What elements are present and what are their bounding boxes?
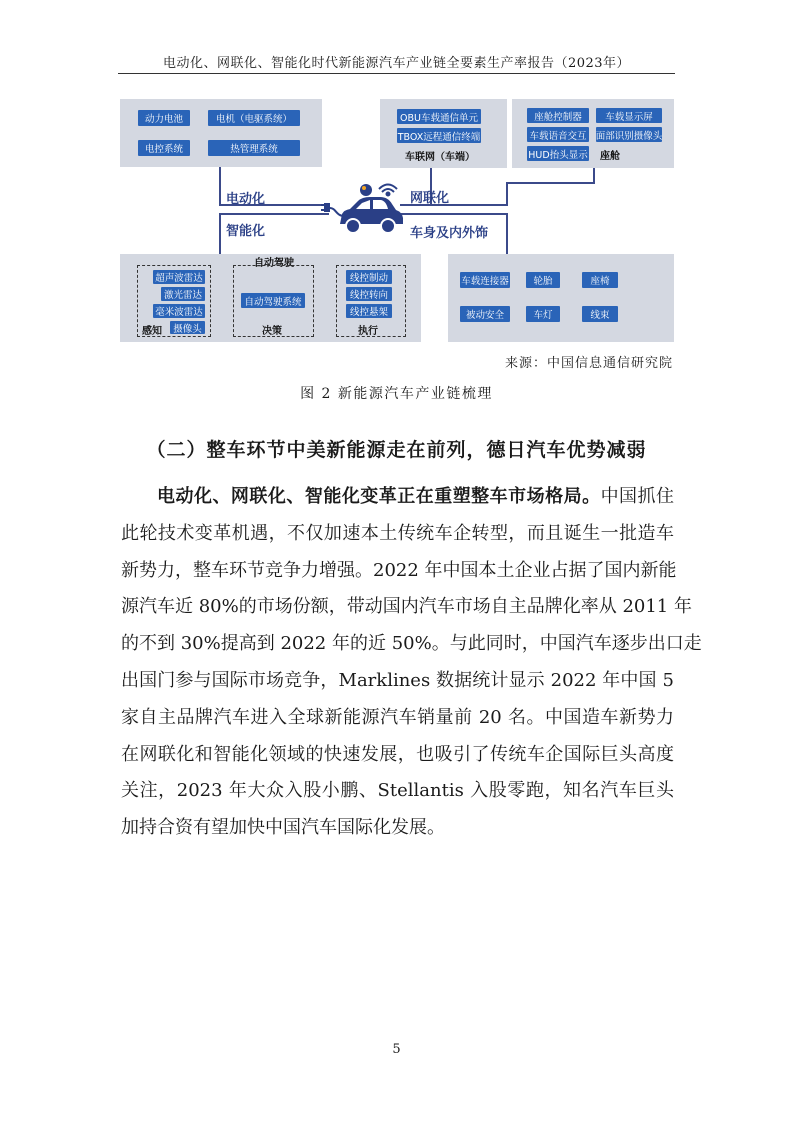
diagram-box: 线控制动 — [346, 270, 392, 284]
diagram-box: 动力电池 — [138, 110, 190, 126]
electrification-panel — [120, 99, 322, 167]
diagram-box: TBOX远程通信终端 — [397, 128, 481, 143]
diagram-box: 座舱控制器 — [527, 108, 589, 123]
connector — [506, 182, 508, 206]
connector — [219, 213, 221, 254]
paragraph-line: 在网联化和智能化领域的快速发展，也吸引了传统车企国际巨头高度 — [121, 743, 674, 765]
paragraph-line: 家自主品牌汽车进入全球新能源汽车销量前 20 名。中国造车新势力 — [121, 706, 674, 728]
plug-icon — [321, 203, 344, 216]
industry-chain-diagram — [0, 0, 793, 360]
cockpit-panel — [512, 99, 674, 168]
diagram-box: OBU车载通信单元 — [397, 109, 481, 124]
paragraph-line: 新势力，整车环节竞争力增强。2022 年中国本土企业占据了国内新能 — [121, 559, 677, 581]
paragraph-line: 关注，2023 年大众入股小鹏、Stellantis 入股零跑，知名汽车巨头 — [121, 780, 674, 802]
car-icon — [318, 182, 408, 240]
diagram-box: 车载连接器 — [460, 272, 510, 288]
paragraph-line: 源汽车近 80%的市场份额，带动国内汽车市场自主品牌化率从 2011 年 — [121, 596, 692, 618]
paragraph-lead: 电动化、网联化、智能化变革正在重塑整车市场格局。 — [157, 486, 601, 507]
diagram-box: 车载语音交互 — [527, 127, 589, 142]
paragraph-text: 中国抓住 — [600, 486, 675, 507]
paragraph-line: 出国门参与国际市场竞争，Marklines 数据统计显示 2022 年中国 5 — [121, 669, 674, 691]
group-label: 执行 — [358, 326, 378, 337]
section-title: （二）整车环节中美新能源走在前列，德日汽车优势减弱 — [146, 439, 647, 461]
diagram-box: 轮胎 — [526, 272, 560, 288]
person-icon — [360, 184, 372, 196]
diagram-box: 车载显示屏 — [596, 108, 662, 123]
connector — [400, 213, 508, 215]
paragraph-line: 的不到 30%提高到 2022 年的近 50%。与此同时，中国汽车逐步出口走 — [121, 633, 702, 655]
diagram-box: 摄像头 — [170, 321, 205, 334]
diagram-box: 毫米波雷达 — [153, 304, 205, 318]
hub-label-electrification: 电动化 — [226, 192, 266, 207]
body-panel — [448, 254, 674, 342]
diagram-box: 线控悬架 — [346, 304, 392, 318]
diagram-box: 被动安全 — [460, 306, 510, 322]
diagram-box: 座椅 — [582, 272, 618, 288]
paragraph-line — [121, 479, 674, 516]
figure-caption: 图 2 新能源汽车产业链梳理 — [300, 386, 493, 402]
vehicle-network-panel — [380, 99, 507, 168]
group-label: 决策 — [262, 326, 282, 337]
connector — [506, 182, 594, 184]
panel-title: 自动驾驶 — [254, 258, 294, 269]
figure-source: 来源：中国信息通信研究院 — [504, 356, 673, 371]
diagram-box: 面部识别摄像头 — [596, 127, 662, 142]
hub-label-networking: 网联化 — [410, 191, 450, 206]
diagram-box: 线控转向 — [346, 287, 392, 301]
hub-label-body: 车身及内外饰 — [410, 226, 489, 241]
connector — [219, 167, 221, 205]
diagram-box: 激光雷达 — [161, 287, 205, 301]
panel-label: 车联网（车端） — [405, 152, 475, 163]
panel-label: 座舱 — [600, 151, 620, 162]
autonomous-driving-panel — [120, 254, 421, 342]
hub-label-intelligence: 智能化 — [226, 224, 266, 239]
diagram-box: 电机（电驱系统） — [208, 110, 300, 126]
connector — [506, 213, 508, 254]
paragraph-line: 加持合资有望加快中国汽车国际化发展。 — [121, 817, 445, 839]
page-number: 5 — [392, 1042, 401, 1057]
diagram-box: 热管理系统 — [208, 140, 300, 156]
running-header: 电动化、网联化、智能化时代新能源汽车产业链全要素生产率报告（2023年） — [162, 56, 631, 71]
diagram-box: HUD抬头显示 — [527, 146, 589, 161]
connector — [219, 213, 329, 215]
paragraph-line: 此轮技术变革机遇，不仅加速本土传统车企转型，而且诞生一批造车 — [121, 522, 674, 544]
diagram-box: 超声波雷达 — [153, 270, 205, 284]
wifi-icon — [379, 185, 397, 196]
body-paragraph — [121, 479, 702, 847]
diagram-box: 自动驾驶系统 — [241, 293, 305, 308]
connector — [593, 168, 595, 184]
group-label: 感知 — [142, 326, 162, 337]
diagram-box: 车灯 — [526, 306, 560, 322]
diagram-box: 电控系统 — [138, 140, 190, 156]
diagram-box: 线束 — [582, 306, 618, 322]
